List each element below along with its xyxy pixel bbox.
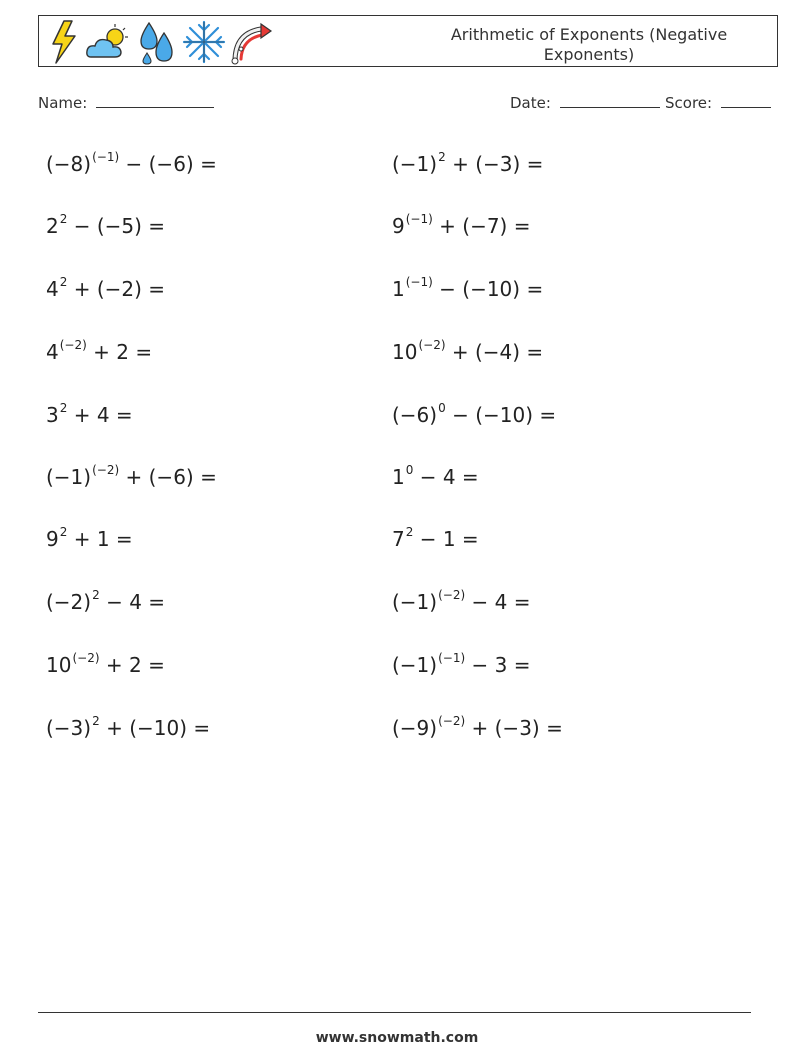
snowflake-icon: [181, 19, 227, 65]
problem-left-8: $(-2)^2 - 4$ =: [46, 588, 166, 614]
problem-right-9: $(-1)^{(-1)} - 3$ =: [392, 651, 531, 677]
thermometer-arc-icon: [229, 19, 273, 65]
date-label: Date:: [510, 94, 551, 112]
problem-left-7: $9^2 + 1$ =: [46, 525, 133, 551]
worksheet-title: Arithmetic of Exponents (Negative Exponents): [450, 25, 728, 64]
score-blank[interactable]: [721, 93, 771, 108]
problem-right-2: $9^{(-1)} + (-7)$ =: [392, 212, 531, 238]
score-field: [665, 93, 771, 112]
cloud-sun-icon: [85, 19, 131, 65]
problem-left-4: $4^{(-2)} + 2$ =: [46, 338, 153, 364]
problem-right-8: $(-1)^{(-2)} - 4$ =: [392, 588, 531, 614]
problem-right-7: $7^2 - 1$ =: [392, 525, 479, 551]
problem-left-1: $(-8)^{(-1)} - (-6)$ =: [46, 150, 217, 176]
problem-left-2: $2^2 - (-5)$ =: [46, 212, 166, 238]
name-blank[interactable]: [96, 93, 214, 108]
name-label: Name:: [38, 94, 88, 112]
problem-right-10: $(-9)^{(-2)} + (-3)$ =: [392, 714, 563, 740]
problem-right-3: $1^{(-1)} - (-10)$ =: [392, 275, 544, 301]
problem-left-6: $(-1)^{(-2)} + (-6)$ =: [46, 463, 217, 489]
problem-right-6: $1^0 - 4$ =: [392, 463, 479, 489]
water-drops-icon: [137, 19, 177, 65]
footer-divider: [38, 1012, 751, 1013]
name-field: [38, 93, 214, 112]
problem-left-3: $4^2 + (-2)$ =: [46, 275, 166, 301]
date-field: [510, 93, 660, 112]
worksheet-header: [38, 15, 778, 67]
lightning-icon: [47, 19, 81, 65]
date-blank[interactable]: [560, 93, 660, 108]
footer-url[interactable]: www.snowmath.com: [315, 1030, 479, 1046]
problem-right-1: $(-1)^2 + (-3)$ =: [392, 150, 544, 176]
score-label: Score:: [665, 94, 713, 112]
problem-right-5: $(-6)^0 - (-10)$ =: [392, 401, 557, 427]
problem-left-5: $3^2 + 4$ =: [46, 401, 133, 427]
problem-left-10: $(-3)^2 + (-10)$ =: [46, 714, 211, 740]
problem-right-4: $10^{(-2)} + (-4)$ =: [392, 338, 544, 364]
problem-left-9: $10^{(-2)} + 2$ =: [46, 651, 165, 677]
